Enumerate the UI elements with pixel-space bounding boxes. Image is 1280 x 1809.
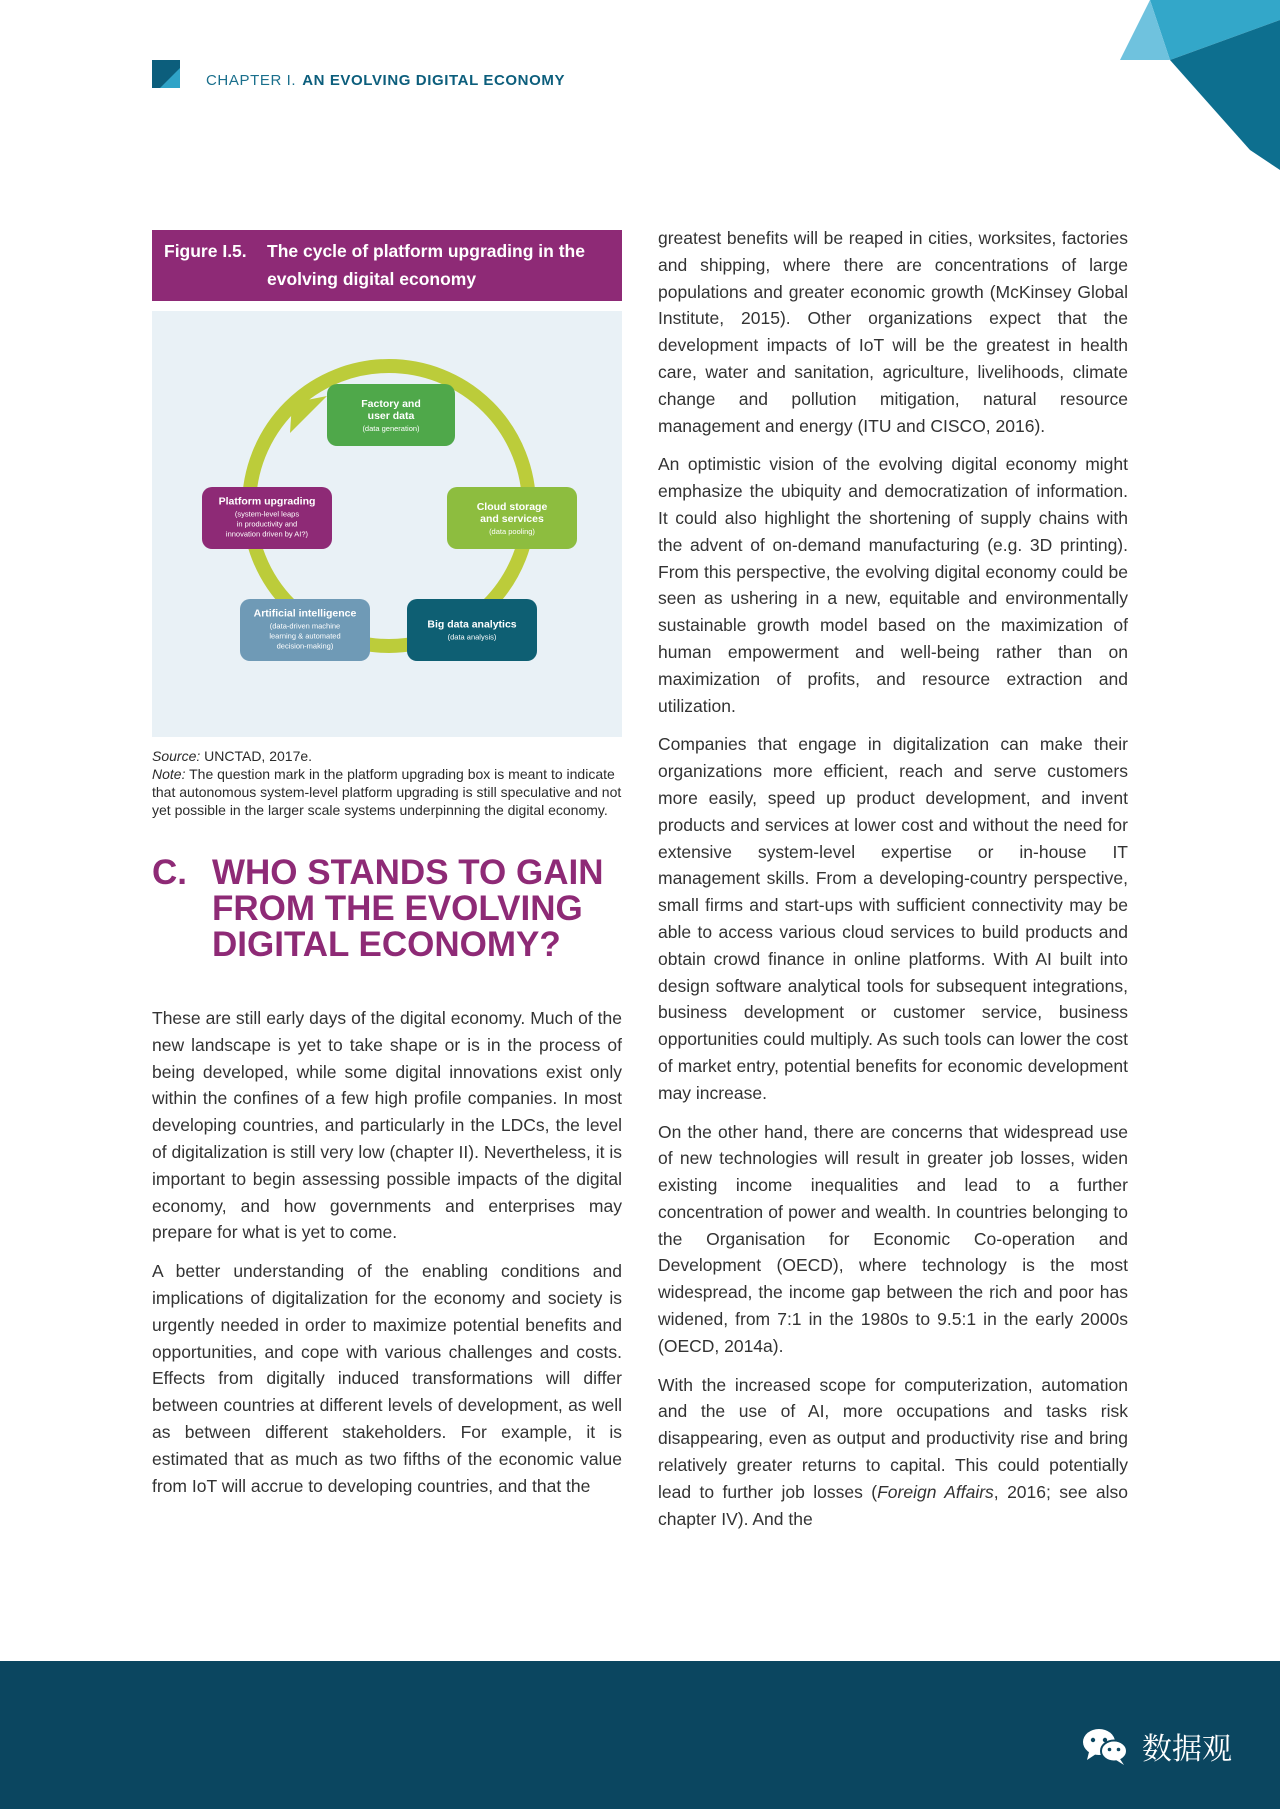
chapter-title: AN EVOLVING DIGITAL ECONOMY (302, 72, 566, 89)
figure-title: The cycle of platform upgrading in the evolving digital economy (267, 241, 585, 289)
cycle-diagram (152, 311, 622, 737)
cycle-node-title: Big data analytics (427, 618, 517, 631)
source-label: Source: (152, 748, 201, 764)
section-title: WHO STANDS TO GAIN FROM THE EVOLVING DIGITAL ECONOMY? (212, 853, 604, 964)
cycle-node-title: user data (367, 410, 415, 422)
figure-number: Figure I.5. (164, 241, 247, 261)
paragraph-last (658, 1372, 1128, 1533)
figure-diagram (152, 311, 622, 737)
cycle-node-subtitle: in productivity and (236, 519, 298, 529)
cycle-node-subtitle: (data pooling) (489, 527, 535, 536)
paragraph: On the other hand, there are concerns that widespread use of new technologies will result in greater job losses, widen existing income inequalities and lead to a further concentration of power and wealth. In countries belonging to the Organisation for Economic Co-operation and Development (OECD), where technology is the most widespread, the income gap between the rich and poor has widened, from 7:1 in the 1980s to 9.5:1 in the early 2000s (OECD, 2014a). (658, 1121, 1128, 1356)
figure-source (152, 747, 622, 765)
source-text: UNCTAD, 2017e. (200, 748, 313, 764)
last-text-before: With the increased scope for computerization, automation and the use of AI, more occupations and tasks risk disappearing, even as output and productivity rise and bring relatively greater returns to capital. This could potentially lead to further job losses ( (658, 1374, 1128, 1502)
left-column (152, 230, 622, 1511)
cycle-node-subtitle: (data analysis) (447, 632, 497, 642)
cycle-node (240, 599, 370, 661)
wechat-icon (1080, 1726, 1130, 1766)
cycle-node-subtitle: innovation driven by AI?) (225, 529, 309, 539)
cycle-node-subtitle: decision-making) (276, 641, 334, 651)
figure-note (152, 765, 622, 819)
last-text-italic: Foreign Affairs (877, 1481, 994, 1502)
cycle-node-title: and services (480, 513, 544, 525)
chapter-marker-icon (152, 60, 180, 88)
paragraph: greatest benefits will be reaped in cities, worksites, factories and shipping, where there are concentrations of large populations and greater economic growth (McKinsey Global Institute, 2015). Other organizations expect that the development impacts of IoT will be the greatest in health care, water and sanitation, agriculture, livelihoods, climate change and pollution mitigation, natural resource management and energy (ITU and CISCO, 2016). (658, 228, 1128, 436)
cycle-node-subtitle: (data generation) (362, 424, 420, 433)
paragraph: These are still early days of the digital economy. Much of the new landscape is yet to take shape or is in the process of being developed, while some digital innovations exist only within the confines of a few high profile companies. In most developing countries, and particularly in the LDCs, the level of digitalization is still very low (chapter II). Nevertheless, it is important to begin assessing possible impacts of the digital economy, and how governments and enterprises may prepare for what is yet to come. (152, 1008, 622, 1243)
note-text: The question mark in the platform upgrading box is meant to indicate that autonomous system-level platform upgrading is still speculative and not yet possible in the larger scale systems underpinning the digital economy. (152, 766, 622, 818)
watermark (1080, 1724, 1232, 1768)
section-heading (152, 855, 622, 1005)
paragraph: An optimistic vision of the evolving digital economy might emphasize the ubiquity and democratization of information. It could also highlight the shortening of supply chains with the advent of on-demand manufacturing (e.g. 3D printing). From this perspective, the evolving digital economy could be seen as ushering in a new, equitable and environmentally sustainable growth model based on the maximization of human empowerment and well-being rather than on maximization of profits, and resource extraction and utilization. (658, 454, 1128, 716)
cycle-node-title: Cloud storage (476, 501, 548, 513)
right-column (658, 225, 1128, 1544)
cycle-node (447, 487, 577, 549)
paragraph: Companies that engage in digitalization can make their organizations more efficient, reach and serve customers more easily, speed up product development, and invent products and services at lower cost and without the need for extensive system-level expertise or in-house IT management skills. From a developing-country perspective, small firms and start-ups with sufficient connectivity may be able to access various cloud services to build products and obtain crowd finance in online platforms. With AI built into design software analytical tools for subsequent integrations, business development or customer service, business opportunities could multiply. As such tools can lower the cost of market entry, potential benefits for economic development may increase. (658, 734, 1128, 1103)
cycle-node-title: Factory and (361, 398, 421, 410)
cycle-node-title: Platform upgrading (218, 495, 316, 508)
cycle-node (202, 487, 332, 549)
corner-decoration (1050, 0, 1280, 170)
cycle-node-subtitle: (data-driven machine (269, 621, 341, 631)
chapter-label: CHAPTER I. (206, 72, 297, 89)
last-text-after: , 2016; see also chapter IV). And the (658, 1481, 1128, 1529)
cycle-node-subtitle: (system-level leaps (234, 509, 300, 519)
figure-title-bar (152, 230, 622, 301)
cycle-node-title: Artificial intelligence (253, 607, 357, 620)
note-label: Note: (152, 766, 186, 782)
watermark-text: 数据观 (1142, 1732, 1232, 1767)
paragraph: A better understanding of the enabling conditions and implications of digitalization for the economy and society is urgently needed in order to maximize potential benefits and opportunities, and cope with various challenges and costs. Effects from digitally induced transformations will differ between countries at different levels of development, as well as between different stakeholders. For example, it is estimated that as much as two fifths of the economic value from IoT will accrue to developing countries, and that the (152, 1261, 622, 1496)
section-letter: C. (152, 853, 187, 892)
cycle-node (327, 384, 455, 446)
cycle-node-subtitle: learning & automated (269, 631, 341, 641)
cycle-node (407, 599, 537, 661)
